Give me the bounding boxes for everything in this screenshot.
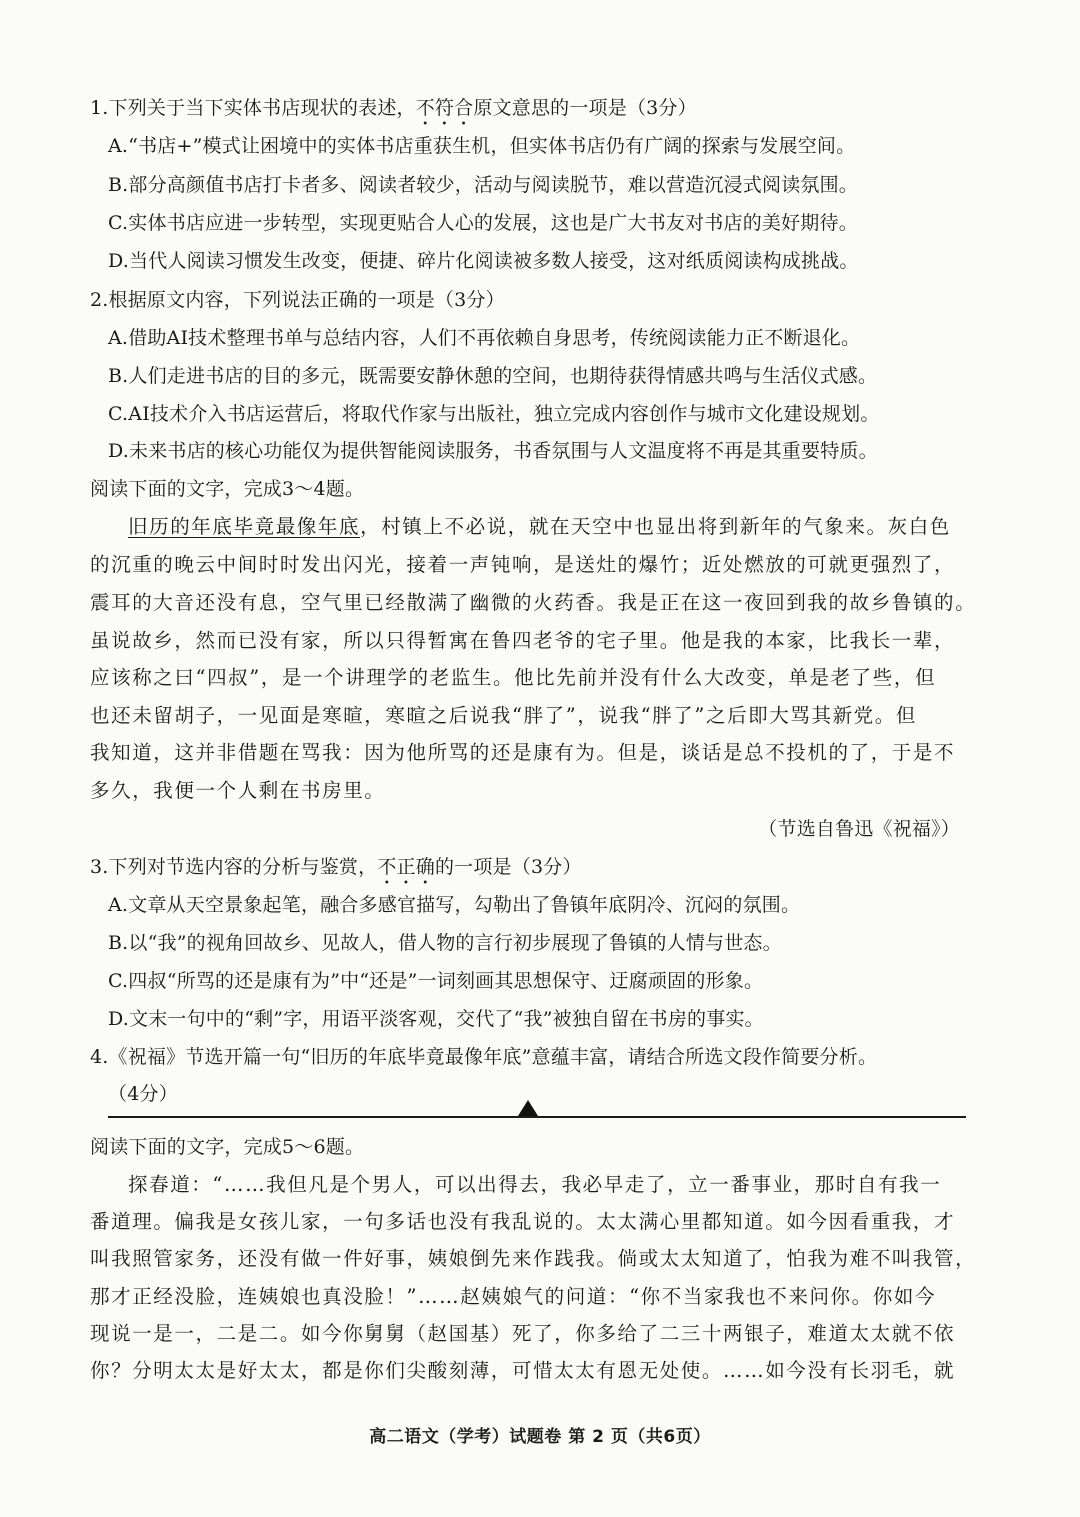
question-2-stem: 2.根据原文内容，下列说法正确的一项是（3分）	[90, 289, 505, 311]
passage-1-line: 我知道，这并非借题在骂我：因为他所骂的还是康有为。但是，谈话是总不投机的了，于是不	[90, 741, 956, 764]
q1-option-c: C.实体书店应进一步转型，实现更贴合人心的发展，这也是广大书友对书店的美好期待。	[108, 212, 858, 234]
passage-1-line: 也还未留胡子，一见面是寒暄，寒暄之后说我“胖了”，说我“胖了”之后即大骂其新党。但	[90, 704, 917, 727]
passage-2-line: 你？分明太太是好太太，都是你们尖酸刻薄，可惜太太有恩无处使。……如今没有长羽毛，就	[90, 1359, 956, 1382]
page-footer: 高二语文（学考）试题卷 第 2 页（共6页）	[369, 1427, 711, 1447]
reading-2-intro: 阅读下面的文字，完成5～6题。	[90, 1136, 365, 1158]
question-1-stem	[90, 95, 697, 130]
question-3-stem-tail: 的一项是（3分）	[434, 856, 582, 878]
passage-1-line	[128, 514, 951, 540]
passage-2-line: 叫我照管家务，还没有做一件好事，姨娘倒先来作践我。倘或太太知道了，怕我为难不叫我管，	[90, 1247, 977, 1270]
passage-1-line-text: ，村镇上不必说，就在天空中也显出将到新年的气象来。灰白色	[360, 515, 951, 538]
answer-area-triangle-icon	[518, 1100, 538, 1116]
q3-option-d: D.文末一句中的“剩”字，用语平淡客观，交代了“我”被独自留在书房的事实。	[108, 1008, 764, 1030]
passage-2-line: 那才正经没脸，连姨娘也真没脸！”……赵姨娘气的问道：“你不当家我也不来问你。你如今	[90, 1285, 937, 1308]
question-1-emphasis: 不符合	[415, 97, 474, 119]
section-divider	[108, 1116, 966, 1118]
passage-1-line: 虽说故乡，然而已没有家，所以只得暂寓在鲁四老爷的宅子里。他是我的本家，比我长一辈，	[90, 629, 956, 652]
passage-1-line: 震耳的大音还没有息，空气里已经散满了幽微的火药香。我是正在这一夜回到我的故乡鲁镇的。	[90, 591, 977, 614]
q3-option-c: C.四叔“所骂的还是康有为”中“还是”一词刻画其思想保守、迂腐顽固的形象。	[108, 970, 764, 992]
passage-1-line: 的沉重的晚云中间时时发出闪光，接着一声钝响，是送灶的爆竹；近处燃放的可就更强烈了，	[90, 553, 956, 576]
underlined-phrase: 旧历的年底毕竟最像年底	[128, 515, 361, 538]
q1-option-b: B.部分高颜值书店打卡者多、阅读者较少，活动与阅读脱节，难以营造沉浸式阅读氛围。	[108, 174, 859, 196]
q1-option-d: D.当代人阅读习惯发生改变，便捷、碎片化阅读被多数人接受，这对纸质阅读构成挑战。	[108, 250, 859, 272]
passage-2-line: 现说一是一，二是二。如今你舅舅（赵国基）死了，你多给了二三十两银子，难道太太就不依	[90, 1322, 956, 1345]
q1-option-a: A.“书店+”模式让困境中的实体书店重获生机，但实体书店仍有广阔的探索与发展空间。	[108, 135, 856, 157]
reading-1-intro: 阅读下面的文字，完成3～4题。	[90, 478, 365, 500]
q2-option-c: C.AI技术介入书店运营后，将取代作家与出版社，独立完成内容创作与城市文化建设规划。	[108, 403, 880, 425]
passage-2-line: 探春道：“……我但凡是个男人，可以出得去，我必早走了，立一番事业，那时自有我一	[128, 1173, 942, 1196]
q3-option-b: B.以“我”的视角回故乡、见故人，借人物的言行初步展现了鲁镇的人情与世态。	[108, 932, 782, 954]
question-1-stem-tail: 原文意思的一项是（3分）	[473, 97, 697, 119]
passage-2-line: 番道理。偏我是女孩儿家，一句多话也没有我乱说的。太太满心里都知道。如今因看重我，才	[90, 1210, 956, 1233]
question-4-stem: 4.《祝福》节选开篇一句“旧历的年底毕竟最像年底”意蕴丰富，请结合所选文段作简要分析。	[90, 1046, 878, 1068]
question-3-emphasis: 不正确	[377, 856, 435, 878]
question-1-stem-text: 1.下列关于当下实体书店现状的表述，	[90, 97, 416, 119]
q3-option-a: A.文章从天空景象起笔，融合多感官描写，勾勒出了鲁镇年底阴冷、沉闷的氛围。	[108, 894, 801, 916]
q2-option-a: A.借助AI技术整理书单与总结内容，人们不再依赖自身思考，传统阅读能力正不断退化。	[108, 327, 861, 349]
q2-option-b: B.人们走进书店的目的多元，既需要安静休憩的空间，也期待获得情感共鸣与生活仪式感。	[108, 365, 878, 387]
q2-option-d: D.未来书店的核心功能仅为提供智能阅读服务，书香氛围与人文温度将不再是其重要特质。	[108, 440, 878, 462]
question-3-stem	[90, 854, 582, 889]
question-3-stem-text: 3.下列对节选内容的分析与鉴赏，	[90, 856, 378, 878]
passage-1-line: 应该称之曰“四叔”，是一个讲理学的老监生。他比先前并没有什么大改变，单是老了些，但	[90, 666, 937, 689]
passage-1-line: 多久，我便一个人剩在书房里。	[90, 779, 386, 802]
question-4-score: （4分）	[108, 1083, 178, 1105]
passage-1-source: （节选自鲁迅《祝福》）	[758, 818, 960, 840]
